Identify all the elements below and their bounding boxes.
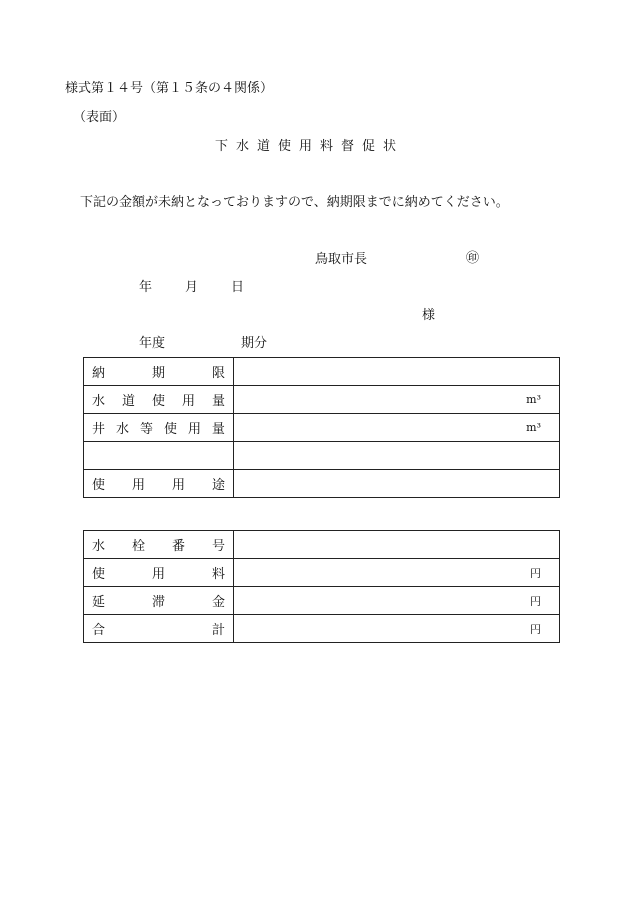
row-value[interactable] <box>234 470 560 498</box>
label-text: 水 栓 番 号 <box>92 539 225 554</box>
table-row <box>84 615 560 643</box>
row-label <box>84 559 234 587</box>
row-label <box>84 470 234 498</box>
amount-table <box>83 530 560 643</box>
table-row <box>84 414 560 442</box>
date-day: 日 <box>231 280 245 295</box>
label-text: 納 期 限 <box>92 366 225 381</box>
row-label <box>84 358 234 386</box>
fiscal-year-label: 年度 <box>139 336 166 351</box>
row-label <box>84 414 234 442</box>
row-label <box>84 615 234 643</box>
row-label <box>84 587 234 615</box>
table-row <box>84 442 560 470</box>
row-label <box>84 442 234 470</box>
row-value[interactable] <box>234 414 560 442</box>
usage-table <box>83 357 560 498</box>
table-row <box>84 470 560 498</box>
unit-text: m³ <box>526 421 541 434</box>
row-value[interactable] <box>234 615 560 643</box>
label-text: 延 滞 金 <box>92 595 225 610</box>
unit-text: 円 <box>530 622 541 636</box>
row-label <box>84 531 234 559</box>
table-row <box>84 531 560 559</box>
document-title: 下水道使用料督促状 <box>215 139 405 154</box>
label-text: 使 用 用 途 <box>92 478 225 493</box>
row-label <box>84 386 234 414</box>
table-row <box>84 358 560 386</box>
seal-mark: ㊞ <box>466 251 480 266</box>
date-month: 月 <box>185 280 199 295</box>
row-value[interactable] <box>234 559 560 587</box>
label-text: 井 水 等 使 用 量 <box>92 422 225 437</box>
form-side-label: （表面） <box>73 110 126 125</box>
period-label: 期分 <box>241 336 268 351</box>
row-value[interactable] <box>234 531 560 559</box>
table-row <box>84 587 560 615</box>
label-text: 水 道 使 用 量 <box>92 394 225 409</box>
table-row <box>84 386 560 414</box>
label-text: 使 用 料 <box>92 567 225 582</box>
label-text: 合 計 <box>92 623 225 638</box>
unit-text: m³ <box>526 393 541 406</box>
issuer-name: 鳥取市長 <box>315 252 368 267</box>
date-year: 年 <box>139 280 153 295</box>
unit-text: 円 <box>530 566 541 580</box>
form-number: 様式第１４号（第１５条の４関係） <box>65 81 274 96</box>
addressee-suffix: 様 <box>422 308 436 323</box>
row-value[interactable] <box>234 386 560 414</box>
row-value[interactable] <box>234 442 560 470</box>
notice-message: 下記の金額が未納となっておりますので、納期限までに納めてください。 <box>80 195 509 210</box>
row-value[interactable] <box>234 587 560 615</box>
row-value[interactable] <box>234 358 560 386</box>
unit-text: 円 <box>530 594 541 608</box>
table-row <box>84 559 560 587</box>
